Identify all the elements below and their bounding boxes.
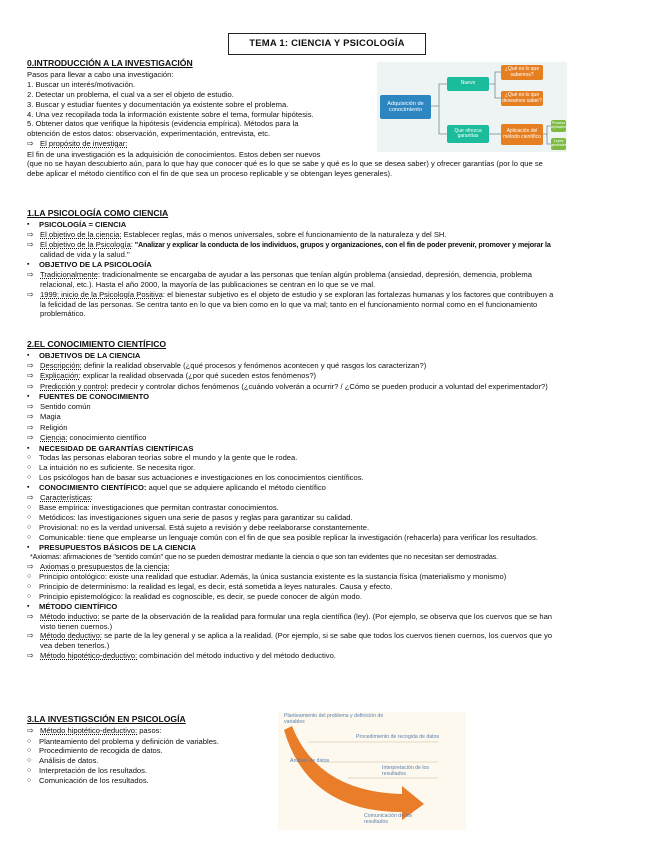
subheading-item: ▪ OBJETIVO DE LA PSICOLOGÍA [27, 260, 152, 270]
page-title: TEMA 1: CIENCIA Y PSICOLOGÍA [228, 33, 426, 55]
section-heading: 2.EL CONOCIMIENTO CIENTÍFICO [27, 339, 167, 349]
list-item: ○ Principio ontológico: existe una realidad que estudiar. Además, la única sustancia existente es la sustancia física (materialismo y monismo) [27, 572, 507, 582]
circle-bullet-icon: ○ [27, 514, 32, 522]
section-heading: 1.LA PSICOLOGÍA COMO CIENCIA [27, 208, 169, 218]
diagram-root: Adquisición de conocimiento [380, 95, 431, 119]
circle-bullet-icon: ○ [27, 474, 32, 482]
circle-bullet-icon: ○ [27, 757, 32, 765]
arrow-bullet-icon: ⇨ [27, 371, 34, 381]
bullet-icon: ▪ [27, 484, 30, 492]
purpose-label: El propósito de investigar: [40, 139, 128, 149]
step-comunicacion: Comunicación de los resultados [364, 813, 413, 825]
circle-bullet-icon: ○ [27, 737, 32, 745]
arrow-bullet-icon: ⇨ [27, 402, 34, 412]
list-item: ○ Interpretación de los resultados. [27, 766, 148, 776]
step-item: 1. Buscar un interés/motivación. [27, 80, 136, 90]
section-heading: 3.LA INVESTIGSCIÓN EN PSICOLOGÍA [27, 714, 186, 724]
subheading-item: ▪ PSICOLOGÍA = CIENCIA [27, 220, 127, 230]
step-interpretacion: Interpretación de los resultados [382, 765, 430, 777]
step-planteamiento: Planteamiento del problema y definición de variables [284, 713, 384, 725]
arrow-bullet-icon: ⇨ [27, 289, 34, 299]
list-item: ⇨ Tradicionalmente: tradicionalmente se encargaba de ayudar a las personas que tenían algún problema (ansiedad, depresión, demencia, problema relacional, etc.). Hasta el año 2000, la mayoría de las publicaciones se centran en lo que se ve mal. [27, 270, 532, 289]
subheading-item: ▪ FUENTES DE CONOCIMIENTO [27, 392, 149, 402]
list-item: ⇨ Método deductivo: se parte de la ley general y se aplica a la realidad. (Por ejemplo, si se sabe que todos los cuervos tienen cuernos, los cuervos que yo vea deben tenerlos.) [27, 631, 553, 651]
step-recogida: Procedimiento de recogida de datos [356, 734, 440, 740]
section-heading: 0.INTRODUCCIÓN A LA INVESTIGACIÓN [27, 58, 193, 68]
arrow-bullet-icon: ⇨ [27, 726, 34, 736]
diagram-metodo: Aplicación del método científico [501, 124, 543, 145]
list-item: ○ Principio epistemológico: la realidad es cognoscible, es decir, se puede conocer de algún modo. [27, 591, 362, 601]
list-item: ⇨ Magia [27, 412, 61, 422]
list-item: ○ Planteamiento del problema y definición de variables. [27, 736, 219, 746]
circle-bullet-icon: ○ [27, 583, 32, 591]
list-item: ○ Los psicólogos han de basar sus actuaciones e investigaciones en los conocimientos científicos. [27, 473, 364, 483]
bullet-icon: ▪ [27, 352, 30, 360]
subheading-item: ▪ NECESIDAD DE GARANTÍAS CIENTÍFICAS [27, 443, 194, 453]
circle-bullet-icon: ○ [27, 777, 32, 784]
section-investigacion-psicologia [27, 714, 277, 786]
bullet-icon: ▪ [27, 221, 30, 229]
circle-bullet-icon: ○ [27, 573, 32, 581]
list-item: ○ Comunicación de los resultados. [27, 776, 149, 785]
list-item: ○ Análisis de datos. [27, 756, 99, 766]
arrow-bullet-icon: ⇨ [27, 611, 34, 621]
list-item: ⇨ Método inductivo: se parte de la observación de la realidad para formular una regla científica (ley). (Por ejemplo, se observa que los cuervos que se han visto tienen cuernos.) [27, 611, 553, 631]
circle-bullet-icon: ○ [27, 504, 32, 512]
arrow-bullet-icon: ⇨ [27, 561, 34, 571]
list-item: ⇨ Predicción y control: predecir y controlar dichos fenómenos (¿cuándo volverán a ocurrir? / ¿Cómo se pueden producir a voluntad del experimentador?) [27, 381, 548, 391]
step-item: 3. Buscar y estudiar fuentes y documentación ya existente sobre el problema. [27, 99, 289, 109]
arrow-bullet-icon: ⇨ [27, 361, 34, 371]
arrow-bullet-icon: ⇨ [27, 240, 34, 250]
list-item: ○ Metódicos: las investigaciones siguen una serie de pasos y reglas para garantizar su calidad. [27, 513, 353, 523]
step-item: 4. Una vez recopilada toda la información existente sobre el tema, formular hipótesis. [27, 109, 314, 119]
list-item: ⇨ Descripción: definir la realidad observable (¿qué procesos y fenómenos acontecen y qué rasgos los caracterizan?) [27, 361, 427, 371]
diagram-nuevo: Nuevo [447, 77, 489, 91]
list-item: ⇨ Método hipotético-deductivo: combinación del método inductivo y del método deductivo. [27, 651, 336, 661]
list-item: ○ Provisional: no es la verdad universal. Está sujeto a revisión y debe reelaborarse constantemente. [27, 523, 370, 533]
arrow-bullet-icon: ⇨ [27, 631, 34, 641]
circle-bullet-icon: ○ [27, 747, 32, 755]
section-conocimiento-cientifico [27, 339, 639, 661]
list-item: ○ La intuición no es suficiente. Se necesita rigor. [27, 463, 196, 473]
list-item: ⇨ Explicación: explicar la realidad observada (¿por qué suceden estos fenómenos?) [27, 371, 317, 381]
section-psicologia-ciencia [27, 208, 639, 319]
bullet-icon: ▪ [27, 261, 30, 269]
diagram-q1: ¿Qué es lo que sabemos? [501, 65, 543, 80]
arrow-bullet-icon: ⇨ [27, 433, 34, 443]
step-item: 5. Obtener datos que verifique la hipótesis (evidencia empírica). Métodos para la [27, 119, 299, 129]
arrow-bullet-icon: ⇨ [27, 412, 34, 422]
arrow-bullet-icon: ⇨ [27, 381, 34, 391]
list-item: ⇨ Método hipotético-deductivo: pasos: [27, 726, 162, 736]
arrow-bullet-icon: ⇨ [27, 422, 34, 432]
diagram-q2: ¿Qué es lo que deseamos saber? [501, 91, 543, 106]
bullet-icon: ▪ [27, 444, 30, 452]
bullet-icon: ▪ [27, 602, 30, 610]
arrow-bullet-icon: ⇨ [27, 651, 34, 661]
arrow-bullet-icon: ⇨ [27, 139, 34, 149]
circle-bullet-icon: ○ [27, 524, 32, 532]
diagram-replicable: Proceso replicable [551, 120, 566, 132]
subheading-item: ▪ OBJETIVOS DE LA CIENCIA [27, 351, 141, 361]
list-item: ⇨ Religión [27, 422, 68, 432]
circle-bullet-icon: ○ [27, 454, 32, 462]
purpose-text: (que no se hayan descubierto aún, para lo que hay que conocer qué es lo que se sabe y qué es lo que se desea saber) y ofrecer garantías (por lo que se [27, 159, 543, 169]
arrow-bullet-icon: ⇨ [27, 492, 34, 502]
purpose-text: El fin de una investigación es la adquisición de conocimientos. Estos deben ser nuevos [27, 149, 321, 159]
list-item: ○ Comunicable: tiene que emplearse un lenguaje común con el fin de que sea posible replicar la investigación (rehacerla) para verificar los resultados. [27, 532, 538, 542]
circle-bullet-icon: ○ [27, 533, 32, 541]
list-item: ⇨ El objetivo de la Psicología: "Analizar y explicar la conducta de los individuos, grupos y organizaciones, con el fin de poder prevenir, promover y mejorar la calidad de vida y la salud." [27, 240, 551, 260]
diagram-garantias: Que ofrezca garantías [447, 125, 489, 143]
arrow-bullet-icon: ⇨ [27, 230, 34, 240]
step-analisis: Análisis de datos [290, 758, 330, 764]
list-item: ⇨ Axiomas o presupuestos de la ciencia: [27, 561, 170, 571]
diagram-leyes: Leyes generales [551, 138, 566, 150]
list-item: ○ Principio de determinismo: la realidad es legal, es decir, está sometida a leyes naturales. Causa y efecto. [27, 582, 393, 592]
circle-bullet-icon: ○ [27, 767, 32, 775]
subheading-item: ▪ MÉTODO CIENTÍFICO [27, 601, 118, 611]
axiomas-note: *Axiomas: afirmaciones de "sentido común" que no se pueden demostrar mediante la ciencia o que son tan evidentes que no necesitan ser demostradas. [30, 552, 498, 561]
list-item: ⇨ Ciencia: conocimiento científico [27, 433, 147, 443]
step-item: obtención de estos datos: observación, experimentación, entrevista, etc. [27, 129, 271, 139]
subheading-item: ▪ PRESUPUESTOS BÁSICOS DE LA CIENCIA [27, 542, 196, 552]
step-item: 2. Detectar un problema, el cual va a ser el objeto de estudio. [27, 89, 234, 99]
circle-bullet-icon: ○ [27, 464, 32, 472]
purpose-text: debe aplicar el método científico con el fin de que sea un proceso replicable y se obtengan leyes generales). [27, 169, 393, 179]
research-steps-diagram [278, 712, 466, 830]
list-item: ⇨ Características: [27, 492, 93, 502]
subheading-item: ▪ CONOCIMIENTO CIENTÍFICO: aquel que se adquiere aplicando el método científico [27, 483, 326, 493]
list-item: ○ Procedimiento de recogida de datos. [27, 746, 163, 756]
list-item: ⇨ El objetivo de la ciencia: Establecer reglas, más o menos universales, sobre el funcionamiento de la naturaleza y del SH. [27, 230, 447, 240]
list-item: ○ Base empírica: investigaciones que permitan contrastar conocimientos. [27, 503, 279, 513]
bullet-icon: ▪ [27, 393, 30, 401]
knowledge-diagram [377, 62, 567, 152]
list-item: ⇨ Sentido común [27, 402, 91, 412]
list-item: ⇨ 1999: inicio de la Psicología Positiva: el bienestar subjetivo es el objeto de estudio y se exploran las fortalezas humanas y los factores que contribuyen a la felicidad de las personas. Se centra tanto en lo que va bien como en lo que va mal; tanto en el funcionamiento normal como en el funcionamiento problemático. [27, 289, 554, 319]
circle-bullet-icon: ○ [27, 592, 32, 600]
list-item: ○ Todas las personas elaboran teorías sobre el mundo y la gente que le rodea. [27, 453, 298, 463]
bullet-icon: ▪ [27, 543, 30, 551]
arrow-bullet-icon: ⇨ [27, 270, 34, 279]
steps-intro: Pasos para llevar a cabo una investigación: [27, 70, 174, 80]
